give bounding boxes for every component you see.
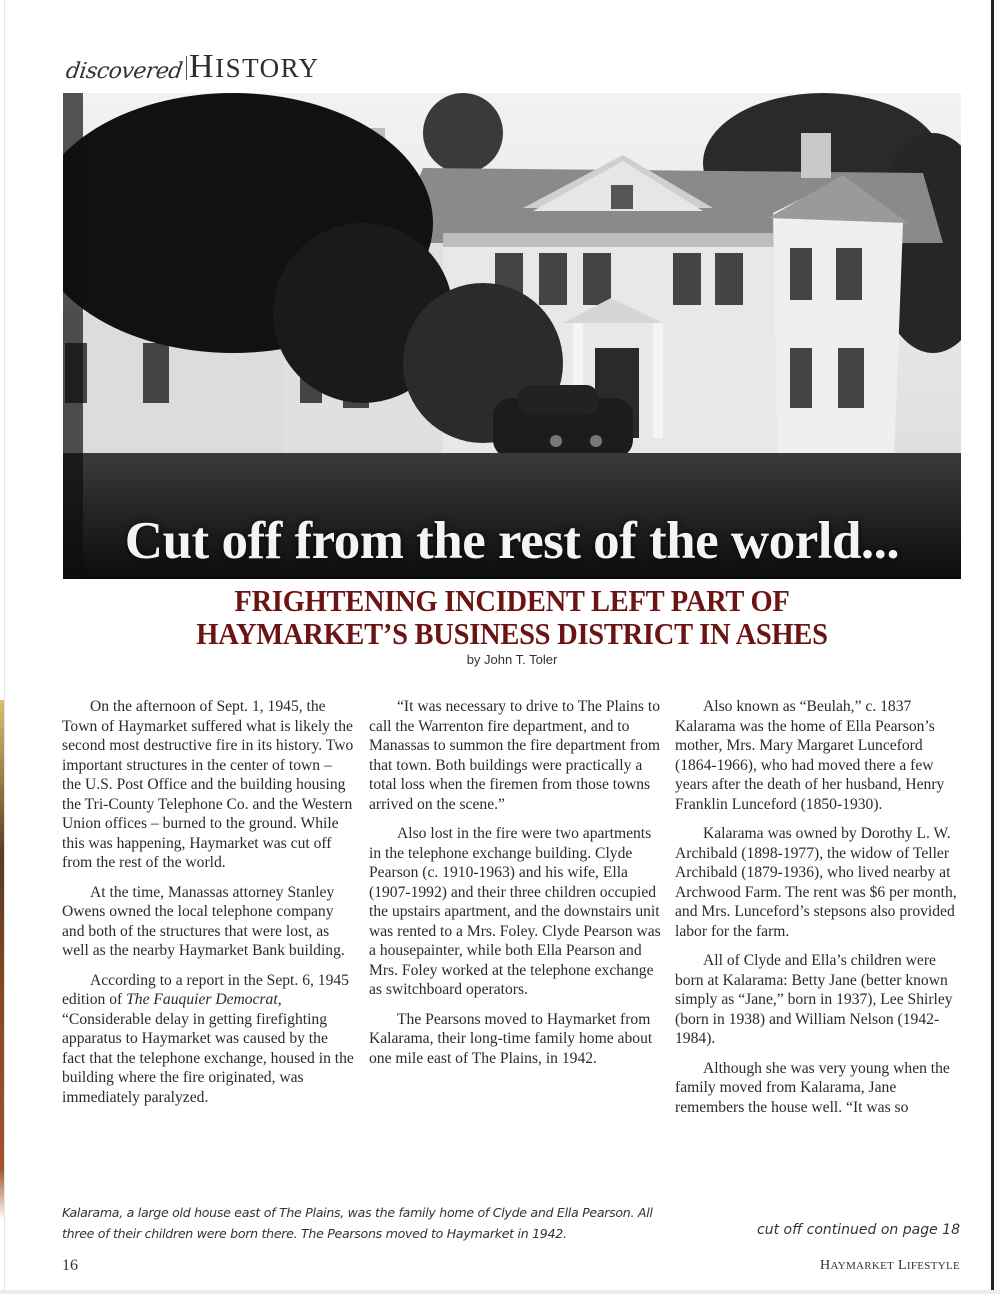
article-column-1 (62, 697, 354, 1117)
section-title-rest: ISTORY (215, 53, 320, 83)
page-binding-edge (0, 700, 4, 1220)
paragraph: Kalarama was owned by Dorothy L. W. Archibald (1898-1977), the widow of Teller Archibald (1879-1936), who lived nearby at Archwood Farm. The rent was $6 per month, and Mrs. Lunceford’s stepsons also provided labor for the farm. (675, 825, 957, 940)
section-title (189, 50, 320, 84)
section-script-label: discovered (64, 59, 184, 84)
continued-notice: cut off continued on page 18 (757, 1222, 960, 1238)
pub-word-rest: IFESTYLE (906, 1260, 960, 1272)
subhead-line-2: HAYMARKET’S BUSINESS DISTRICT IN ASHES (196, 616, 828, 651)
article-photo (63, 93, 961, 579)
house-photo-illustration (63, 93, 961, 579)
publication-title: The Fauquier Democrat (126, 991, 278, 1008)
paragraph: At the time, Manassas attorney Stanley Owens owned the local telephone company and both of the structures that were lost, as well as the nearby Haymarket Bank building. (62, 883, 345, 959)
paragraph: Also lost in the fire were two apartments in the telephone exchange building. Clyde Pearson (c. 1910-1963) and his wife, Ella (1907-1992) and their three children occupied the upstairs apartment, and the downstairs unit was rented to a Mrs. Foley. Clyde Pearson was a housepainter, while both Ella Pearson and Mrs. Foley worked at the telephone exchange as switchboard operators. (369, 825, 661, 998)
pub-word-rest: AYMARKET (830, 1260, 895, 1272)
paragraph (62, 971, 354, 1108)
article-subhead (96, 584, 928, 650)
paragraph: “It was necessary to drive to The Plains to call the Warrenton fire department, and to Manassas to summon the fire department from that town. Both buildings were practically a total loss when the firemen from those towns arrived on the scene.” (369, 698, 661, 813)
photo-caption: Kalarama, a large old house east of The Plains, was the family home of Clyde and Ella Pearson. All three of their children were born there. The Pearsons moved to Haymarket in 1942. (62, 1205, 653, 1241)
paragraph: All of Clyde and Ella’s children were born at Kalarama: Betty Jane (better known simply as “Jane,” born in 1937), Lee Shirley (born in 1938) and William Nelson (1942-1984). (675, 952, 953, 1047)
pub-initial: L (898, 1258, 907, 1273)
page-number: 16 (62, 1257, 78, 1274)
article-column-3 (675, 697, 967, 1127)
section-header (66, 40, 320, 84)
article-headline: Cut off from the rest of the world... (124, 512, 900, 570)
paragraph-text: , “Considerable delay in getting firefighting apparatus to Haymarket was caused by the fact that the telephone exchange, housed in the building where the fire originated, was immediately paralyzed. (62, 991, 354, 1106)
publication-name (820, 1258, 960, 1274)
page-edge-right (991, 0, 994, 1294)
article-column-2 (369, 697, 661, 1078)
section-divider (186, 56, 187, 80)
paragraph: Also known as “Beulah,” c. 1837 Kalarama was the home of Ella Pearson’s mother, Mrs. Mary Margaret Lunceford (1864-1966), who had moved there a few years after the death of her husband, Henry Franklin Lunceford (1850-1930). (675, 698, 945, 813)
byline: by John T. Toler (466, 652, 558, 667)
page-edge-left (4, 0, 5, 1294)
paragraph: Although she was very young when the family moved from Kalarama, Jane remembers the house well. “It was so (675, 1059, 950, 1116)
page-edge-bottom (0, 1290, 1000, 1294)
paragraph-text: According to a report in the Sept. 6, 1945 edition of (62, 971, 349, 1008)
page-margin-right (994, 0, 1000, 1294)
subhead-line-1: FRIGHTENING INCIDENT LEFT PART OF (234, 583, 790, 618)
paragraph: The Pearsons moved to Haymarket from Kalarama, their long-time family home about one mile east of The Plains, in 1942. (369, 1010, 653, 1067)
pub-initial: H (820, 1258, 831, 1273)
paragraph: On the afternoon of Sept. 1, 1945, the Town of Haymarket suffered what is likely the second most destructive fire in its history. Two important structures in the center of town – the U.S. Post Office and the building housing the Tri-County Telephone Co. and the Western Union offices – burned to the ground. While this was happening, Haymarket was cut off from the rest of the world. (62, 698, 354, 871)
section-title-initial: H (189, 48, 216, 85)
